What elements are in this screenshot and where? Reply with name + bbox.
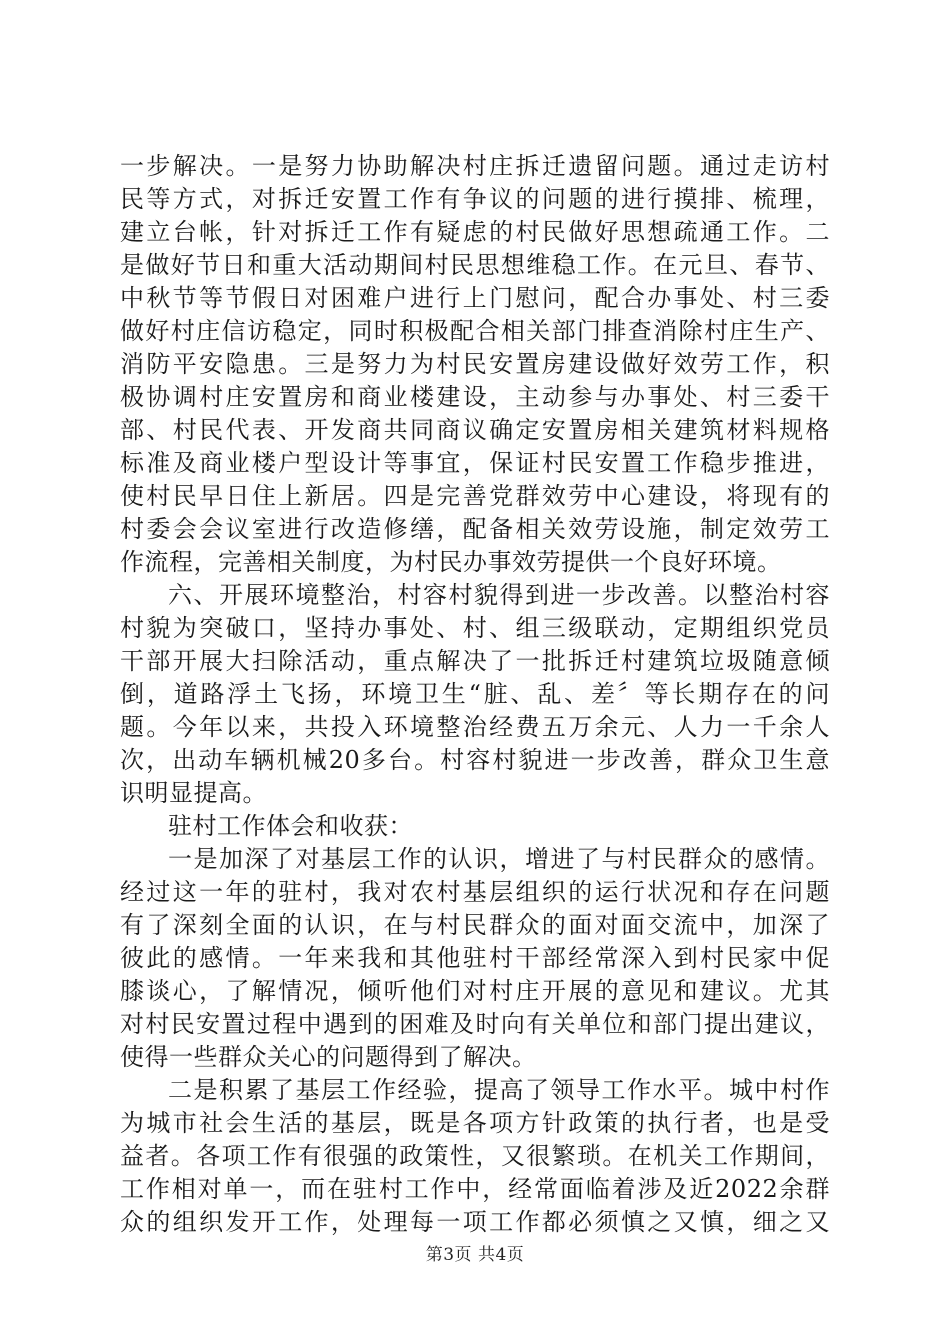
- text-line: 标准及商业楼户型设计等事宜，保证村民安置工作稳步推进，: [120, 449, 830, 477]
- text-line: 为城市社会生活的基层，既是各项方针政策的执行者，也是受: [120, 1109, 830, 1137]
- text-line: 是做好节日和重大活动期间村民思想维稳工作。在元旦、春节、: [120, 251, 830, 279]
- text-line: 极协调村庄安置房和商业楼建设，主动参与办事处、村三委干: [120, 383, 830, 411]
- text-line: 村委会会议室进行改造修缮，配备相关效劳设施，制定效劳工: [120, 515, 830, 543]
- text-line: 一是加深了对基层工作的认识，增进了与村民群众的感情。: [168, 845, 830, 873]
- text-line: 经过这一年的驻村，我对农村基层组织的运行状况和存在问题: [120, 878, 830, 906]
- text-line: 做好村庄信访稳定，同时积极配合相关部门排查消除村庄生产、: [120, 317, 830, 345]
- text-line: 中秋节等节假日对困难户进行上门慰问，配合办事处、村三委: [120, 284, 830, 312]
- text-line: 工作相对单一，而在驻村工作中，经常面临着涉及近2022余群: [120, 1175, 830, 1203]
- text-line: 消防平安隐患。三是努力为村民安置房建设做好效劳工作，积: [120, 350, 830, 378]
- text-line: 倒，道路浮土飞扬，环境卫生“脏、乱、差〞等长期存在的问: [120, 680, 830, 708]
- text-line: 题。今年以来，共投入环境整治经费五万余元、人力一千余人: [120, 713, 830, 741]
- text-line: 民等方式，对拆迁安置工作有争议的问题的进行摸排、梳理，: [120, 185, 830, 213]
- text-line: 作流程，完善相关制度，为村民办事效劳提供一个良好环境。: [120, 548, 782, 576]
- text-line: 有了深刻全面的认识，在与村民群众的面对面交流中，加深了: [120, 911, 830, 939]
- text-line: 一步解决。一是努力协助解决村庄拆迁遗留问题。通过走访村: [120, 152, 830, 180]
- text-line: 村貌为突破口，坚持办事处、村、组三级联动，定期组织党员: [120, 614, 830, 642]
- text-line: 干部开展大扫除活动，重点解决了一批拆迁村建筑垃圾随意倾: [120, 647, 830, 675]
- section-heading: 驻村工作体会和收获：: [168, 812, 413, 840]
- body-text: [120, 150, 830, 1239]
- text-line: 次，出动车辆机械20多台。村容村貌进一步改善，群众卫生意: [120, 746, 830, 774]
- text-line: 部、村民代表、开发商共同商议确定安置房相关建筑材料规格: [120, 416, 830, 444]
- text-line: 识明显提高。: [120, 779, 267, 807]
- text-line: 建立台帐，针对拆迁工作有疑虑的村民做好思想疏通工作。二: [120, 218, 830, 246]
- text-line: 益者。各项工作有很强的政策性，又很繁琐。在机关工作期间，: [120, 1142, 830, 1170]
- text-line: 六、开展环境整治，村容村貌得到进一步改善。以整治村容: [168, 581, 830, 609]
- text-line: 众的组织发开工作，处理每一项工作都必须慎之又慎，细之又: [120, 1208, 830, 1236]
- text-line: 使村民早日住上新居。四是完善党群效劳中心建设，将现有的: [120, 482, 830, 510]
- text-line: 对村民安置过程中遇到的困难及时向有关单位和部门提出建议，: [120, 1010, 830, 1038]
- text-line: 使得一些群众关心的问题得到了解决。: [120, 1043, 537, 1071]
- page-number-footer: 第3页 共4页: [425, 1245, 525, 1265]
- text-line: 彼此的感情。一年来我和其他驻村干部经常深入到村民家中促: [120, 944, 830, 972]
- text-line: 二是积累了基层工作经验，提高了领导工作水平。城中村作: [168, 1076, 830, 1104]
- text-line: 膝谈心，了解情况，倾听他们对村庄开展的意见和建议。尤其: [120, 977, 830, 1005]
